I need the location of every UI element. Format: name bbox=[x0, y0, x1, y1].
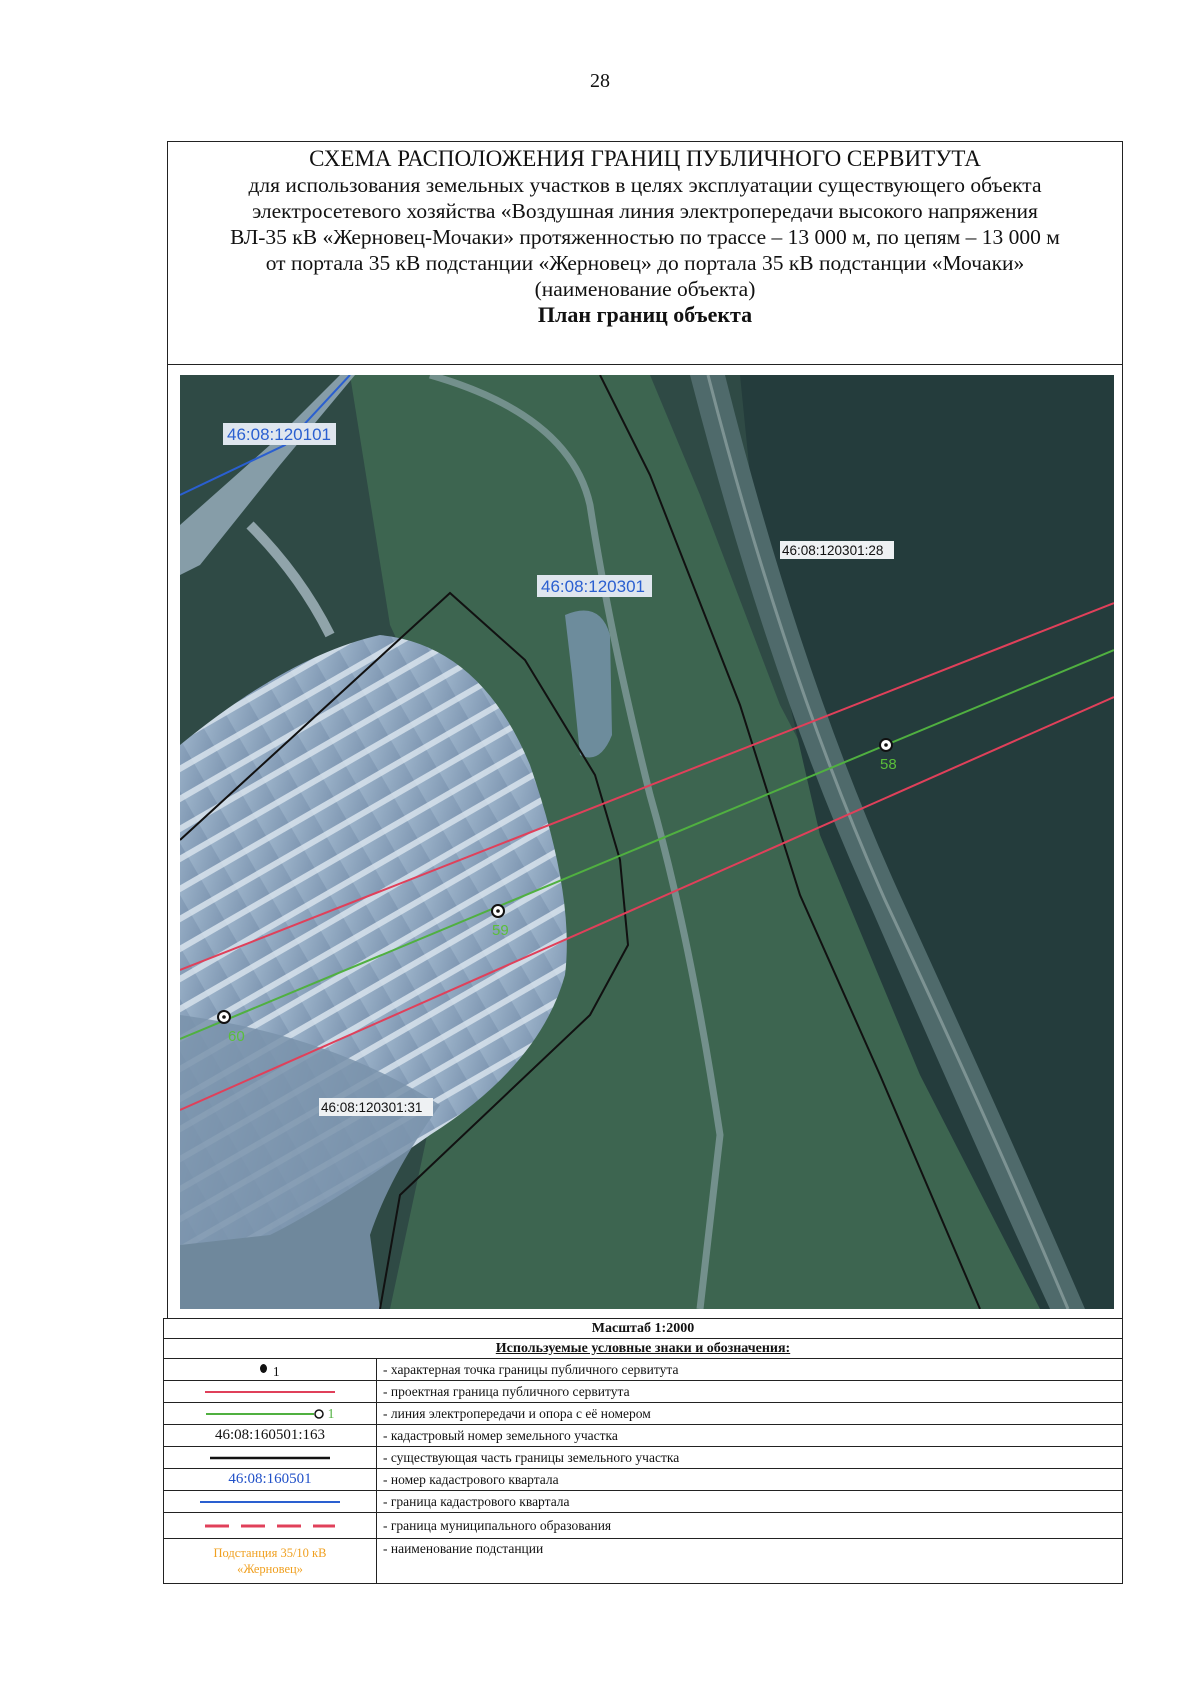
legend-row-parcel-number bbox=[164, 1425, 1123, 1447]
substation-name-description: - наименование подстанции bbox=[377, 1539, 1123, 1584]
legend-row-servitude-border bbox=[164, 1381, 1123, 1403]
map-scale: Масштаб 1:2000 bbox=[164, 1319, 1123, 1339]
quarter-label-top: 46:08:120101 bbox=[227, 425, 331, 444]
characteristic-point-icon bbox=[260, 1364, 267, 1373]
object-description-line-3: ВЛ-35 кВ «Жерновец-Мочаки» протяженностью по трассе – 13 000 м, по цепям – 13 000 м bbox=[230, 225, 1060, 249]
object-description-line-1: для использования земельных участков в целях эксплуатации существующего объекта bbox=[248, 173, 1042, 197]
power-line-pole-number: 1 bbox=[327, 1405, 335, 1421]
object-description-line-2: электросетевого хозяйства «Воздушная линия электропередачи высокого напряжения bbox=[252, 199, 1038, 223]
black-line-icon bbox=[210, 1455, 330, 1461]
parcel-border-symbol bbox=[164, 1447, 377, 1469]
title-block bbox=[167, 141, 1123, 365]
plan-subtitle: План границ объекта bbox=[537, 302, 753, 327]
pole-58 bbox=[880, 739, 892, 751]
quarter-border-symbol bbox=[164, 1491, 377, 1513]
document-title: СХЕМА РАСПОЛОЖЕНИЯ ГРАНИЦ ПУБЛИЧНОГО СЕРВИТУТА bbox=[309, 146, 981, 171]
characteristic-point-number: 1 bbox=[272, 1363, 280, 1379]
legend-row-quarter-number bbox=[164, 1469, 1123, 1491]
pole-59 bbox=[492, 905, 504, 917]
legend-row-municipal-border bbox=[164, 1513, 1123, 1539]
parcel-label-right: 46:08:120301:28 bbox=[782, 543, 884, 558]
power-line-symbol bbox=[164, 1403, 377, 1425]
characteristic-point-description: - характерная точка границы публичного сервитута bbox=[377, 1359, 1123, 1381]
municipal-border-description: - граница муниципального образования bbox=[377, 1513, 1123, 1539]
pole-59-number: 59 bbox=[492, 922, 509, 939]
parcel-number-description: - кадастровый номер земельного участка bbox=[377, 1425, 1123, 1447]
page-number: 28 bbox=[590, 70, 610, 92]
legend-heading: Используемые условные знаки и обозначения: bbox=[164, 1339, 1123, 1359]
pole-60-number: 60 bbox=[228, 1028, 245, 1045]
power-line-description: - линия электропередачи и опора с её номером bbox=[377, 1403, 1123, 1425]
municipal-border-symbol bbox=[164, 1513, 377, 1539]
servitude-border-description: - проектная граница публичного сервитута bbox=[377, 1381, 1123, 1403]
substation-name-line-1: Подстанция 35/10 кВ bbox=[213, 1546, 327, 1560]
quarter-border-description: - граница кадастрового квартала bbox=[377, 1491, 1123, 1513]
quarter-number-description: - номер кадастрового квартала bbox=[377, 1469, 1123, 1491]
legend-row-quarter-border bbox=[164, 1491, 1123, 1513]
red-dashed-line-icon bbox=[205, 1522, 335, 1530]
pole-58-number: 58 bbox=[880, 756, 897, 773]
legend-row-power-line bbox=[164, 1403, 1123, 1425]
legend-row-parcel-border bbox=[164, 1447, 1123, 1469]
servitude-border-symbol bbox=[164, 1381, 377, 1403]
parcel-border-description: - существующая часть границы земельного участка bbox=[377, 1447, 1123, 1469]
quarter-label-center: 46:08:120301 bbox=[541, 577, 645, 596]
legend-row-characteristic-point bbox=[164, 1359, 1123, 1381]
substation-name-line-2: «Жерновец» bbox=[237, 1562, 303, 1576]
legend-row-substation bbox=[164, 1539, 1123, 1584]
quarter-number-symbol: 46:08:160501 bbox=[164, 1469, 377, 1491]
legend-table bbox=[163, 1318, 1123, 1584]
parcel-label-left: 46:08:120301:31 bbox=[321, 1100, 423, 1115]
object-description-line-4: от портала 35 кВ подстанции «Жерновец» до портала 35 кВ подстанции «Мочаки» bbox=[265, 251, 1025, 275]
blue-line-icon bbox=[200, 1499, 340, 1505]
parcel-number-symbol: 46:08:160501:163 bbox=[164, 1425, 377, 1447]
satellite-map bbox=[180, 375, 1114, 1309]
pole-60 bbox=[218, 1011, 230, 1023]
substation-name-symbol bbox=[164, 1539, 377, 1584]
red-line-icon bbox=[205, 1389, 335, 1395]
characteristic-point-symbol bbox=[164, 1359, 377, 1381]
green-line-pole-icon bbox=[206, 1409, 326, 1419]
object-name-caption: (наименование объекта) bbox=[534, 277, 756, 301]
